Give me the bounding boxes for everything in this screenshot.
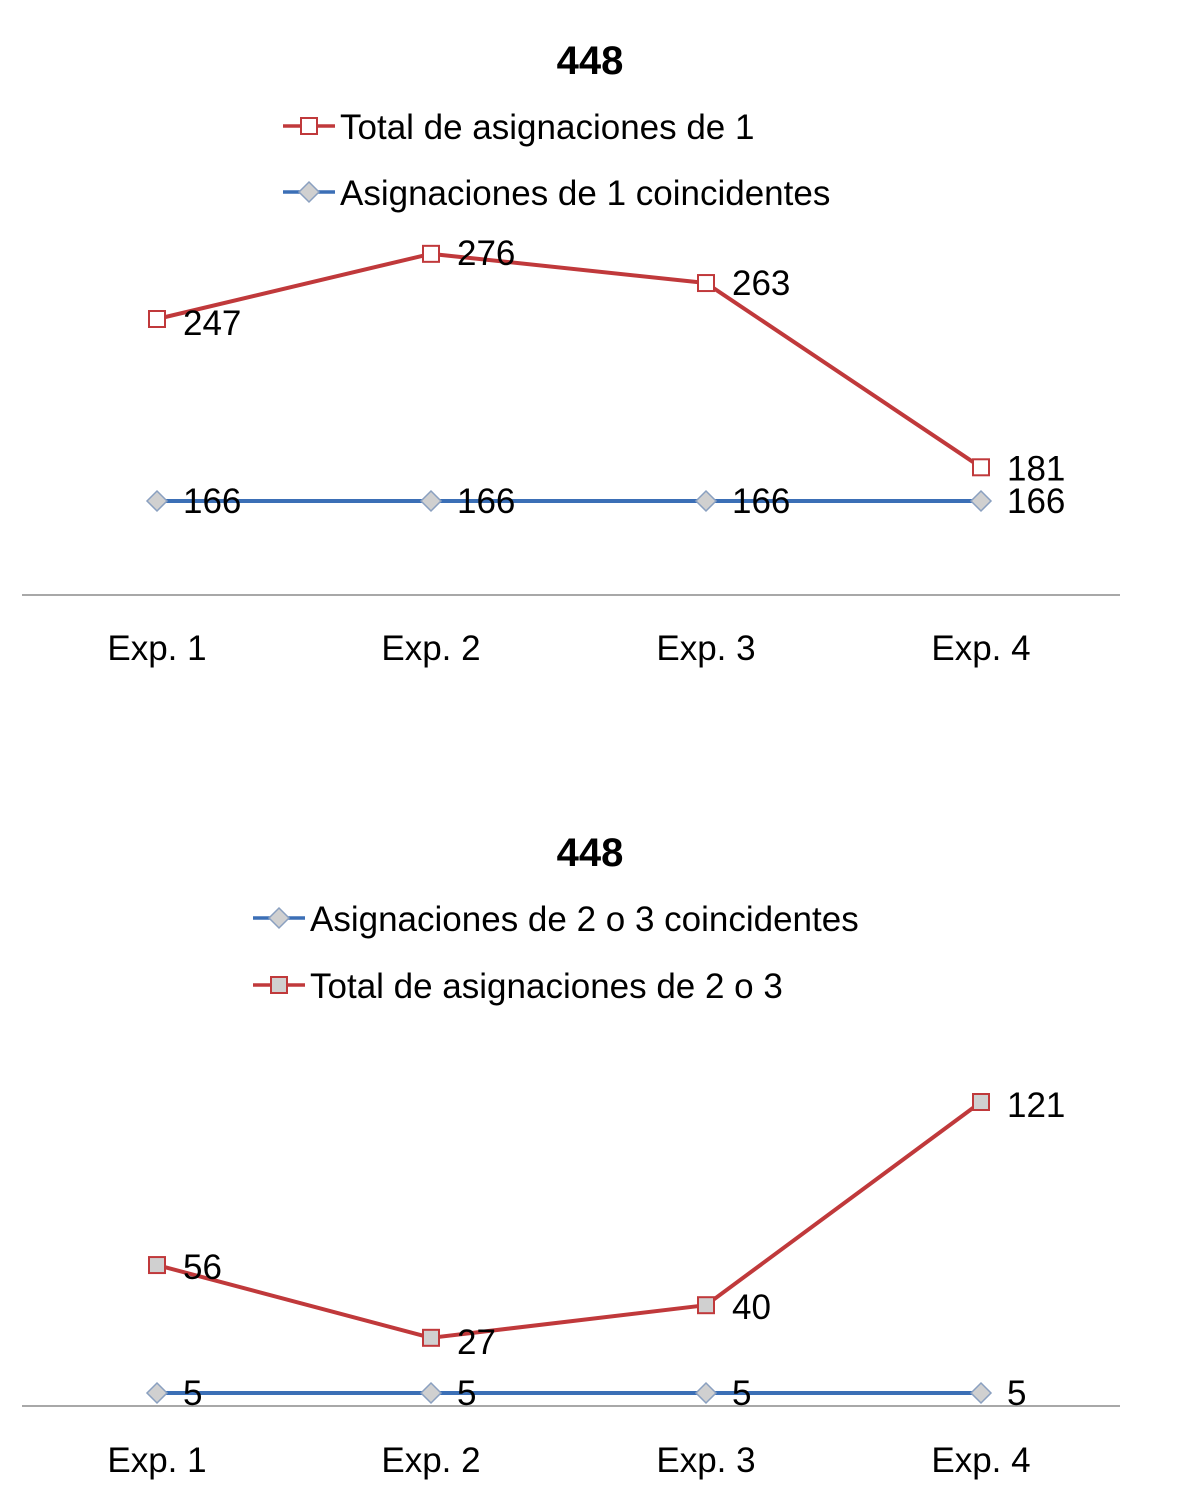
legend (253, 900, 859, 1006)
data-label: 5 (1007, 1374, 1027, 1413)
series-line (157, 254, 981, 467)
data-label: 27 (457, 1322, 496, 1362)
chart-asignaciones-2-o-3 (0, 800, 1181, 1506)
data-label: 166 (457, 482, 516, 521)
legend-label: Asignaciones de 2 o 3 coincidentes (310, 900, 859, 939)
legend-marker-diamond (299, 182, 319, 202)
series-asignaciones-de-2-o-3-coincidentes (147, 1374, 1026, 1413)
legend (283, 108, 830, 213)
data-point-diamond (147, 1383, 167, 1403)
x-tick-label-1: Exp. 1 (107, 629, 207, 668)
data-point-square (149, 1257, 165, 1273)
legend-item-total-de-asignaciones-de-2-o-3 (253, 967, 783, 1006)
x-tick-label-2: Exp. 2 (381, 629, 481, 668)
data-label: 181 (1007, 449, 1066, 489)
data-label: 121 (1007, 1086, 1066, 1125)
chart-total-asignaciones-1 (0, 0, 1181, 720)
legend-label: Total de asignaciones de 2 o 3 (310, 967, 783, 1006)
legend-marker-square (271, 977, 287, 993)
series-line (157, 1102, 981, 1338)
data-point-diamond (971, 1383, 991, 1403)
series-total-de-asignaciones-de-2-o-3 (149, 1086, 1065, 1362)
data-label: 247 (183, 304, 242, 343)
chart-1-svg (0, 0, 1181, 720)
data-label: 166 (1007, 482, 1066, 521)
data-point-diamond (147, 491, 167, 511)
data-label: 166 (183, 482, 242, 521)
x-tick-label-3: Exp. 3 (656, 629, 756, 668)
legend-marker-square (301, 118, 317, 134)
data-point-square (698, 275, 714, 291)
chart-title: 448 (556, 39, 624, 83)
legend-item-total-de-asignaciones-de-1 (283, 108, 754, 147)
data-point-diamond (971, 491, 991, 511)
data-point-square (149, 311, 165, 327)
series-asignaciones-de-1-coincidentes (147, 482, 1065, 521)
data-label: 5 (732, 1374, 752, 1413)
x-tick-label-1: Exp. 1 (107, 1441, 207, 1480)
data-point-square (423, 246, 439, 262)
chart-title: 448 (556, 831, 624, 875)
data-point-diamond (421, 491, 441, 511)
legend-label: Asignaciones de 1 coincidentes (340, 174, 831, 213)
data-point-diamond (696, 491, 716, 511)
data-label: 276 (457, 233, 516, 273)
data-label: 5 (183, 1374, 203, 1413)
data-label: 40 (732, 1288, 771, 1328)
legend-item-asignaciones-de-2-o-3-coincidentes (253, 900, 859, 939)
legend-item-asignaciones-de-1-coincidentes (283, 174, 830, 213)
series-total-de-asignaciones-de-1 (149, 234, 1065, 488)
data-label: 263 (732, 264, 791, 304)
data-label: 166 (732, 482, 791, 521)
data-point-diamond (696, 1383, 716, 1403)
x-tick-label-4: Exp. 4 (931, 629, 1031, 668)
data-point-square (423, 1330, 439, 1346)
x-tick-label-4: Exp. 4 (931, 1441, 1031, 1480)
chart-2-svg (0, 800, 1181, 1506)
data-label: 56 (183, 1248, 222, 1288)
data-point-diamond (421, 1383, 441, 1403)
data-label: 5 (457, 1374, 477, 1413)
data-point-square (973, 1094, 989, 1110)
data-point-square (698, 1297, 714, 1313)
x-tick-label-3: Exp. 3 (656, 1441, 756, 1480)
x-tick-label-2: Exp. 2 (381, 1441, 481, 1480)
legend-label: Total de asignaciones de 1 (340, 108, 755, 147)
data-point-square (973, 459, 989, 475)
legend-marker-diamond (269, 908, 289, 928)
